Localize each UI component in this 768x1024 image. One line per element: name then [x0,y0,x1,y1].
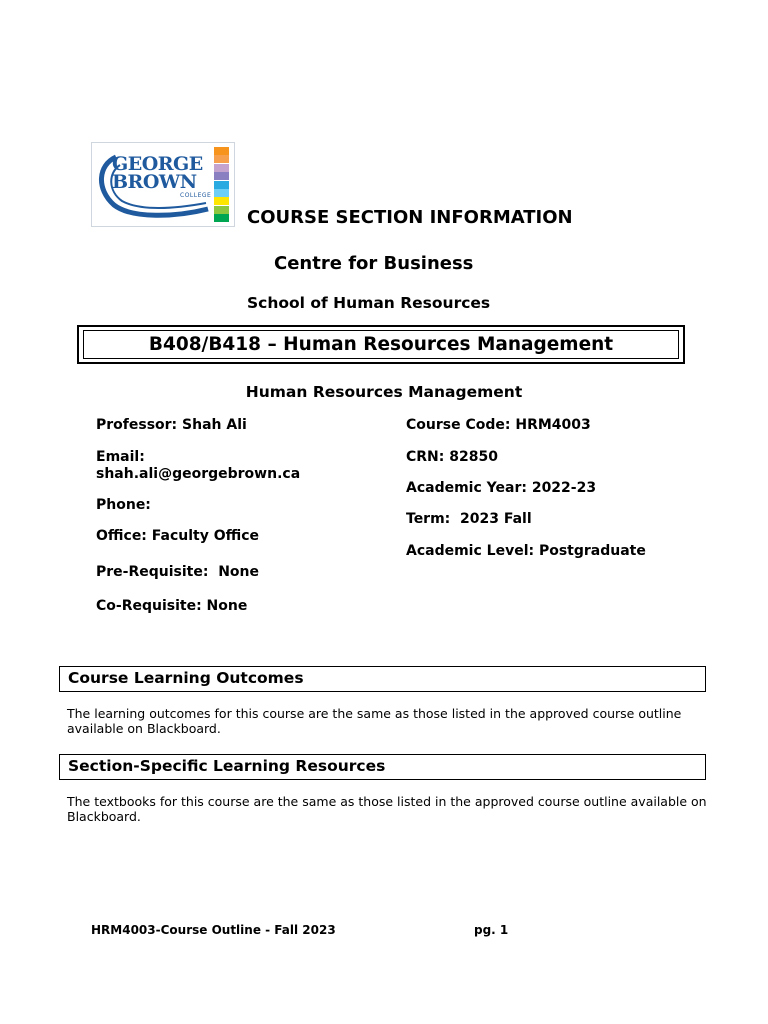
course-section-information-heading: COURSE SECTION INFORMATION [247,207,573,228]
logo-line-george: GEORGE [112,153,203,175]
george-brown-logo [91,142,235,227]
logo-stripe [214,214,229,222]
course-learning-outcomes-heading: Course Learning Outcomes [59,666,706,692]
logo-stripe [214,172,229,180]
prerequisite-field: Pre-Requisite: None [96,564,259,580]
course-title: B408/B418 – Human Resources Management [83,330,679,359]
footer-page-number: pg. 1 [474,923,509,937]
term-field: Term: 2023 Fall [406,511,532,527]
logo-stripe [214,181,229,189]
logo-stripe [214,155,229,163]
email-label: Email: [96,449,145,465]
course-title-box [77,325,685,364]
email-value: shah.ali@georgebrown.ca [96,466,301,482]
logo-stripe [214,189,229,197]
logo-stripe [214,147,229,155]
course-subtitle: Human Resources Management [245,383,523,401]
logo-stripe [214,197,229,205]
logo-stripe [214,206,229,214]
logo-line-college: COLLEGE [180,192,212,199]
phone-field: Phone: [96,497,151,513]
logo-line-brown: BROWN [112,171,197,193]
logo-stripe [214,164,229,172]
corequisite-field: Co-Requisite: None [96,598,248,614]
footer-document-label: HRM4003-Course Outline - Fall 2023 [91,923,336,937]
crn-field: CRN: 82850 [406,449,498,465]
office-field: Office: Faculty Office [96,528,260,544]
centre-heading: Centre for Business [274,253,474,274]
outcomes-paragraph: The learning outcomes for this course are the same as those listed in the approved course outline available on Blackboard. [67,706,682,736]
academic-level-field: Academic Level: Postgraduate [406,543,646,559]
academic-year-field: Academic Year: 2022-23 [406,480,597,496]
professor-field: Professor: Shah Ali [96,417,247,433]
resources-paragraph: The textbooks for this course are the same as those listed in the approved course outline available on Blackboard. [67,794,707,824]
course-code-field: Course Code: HRM4003 [406,417,591,433]
school-heading: School of Human Resources [247,294,491,312]
learning-resources-heading: Section-Specific Learning Resources [59,754,706,780]
